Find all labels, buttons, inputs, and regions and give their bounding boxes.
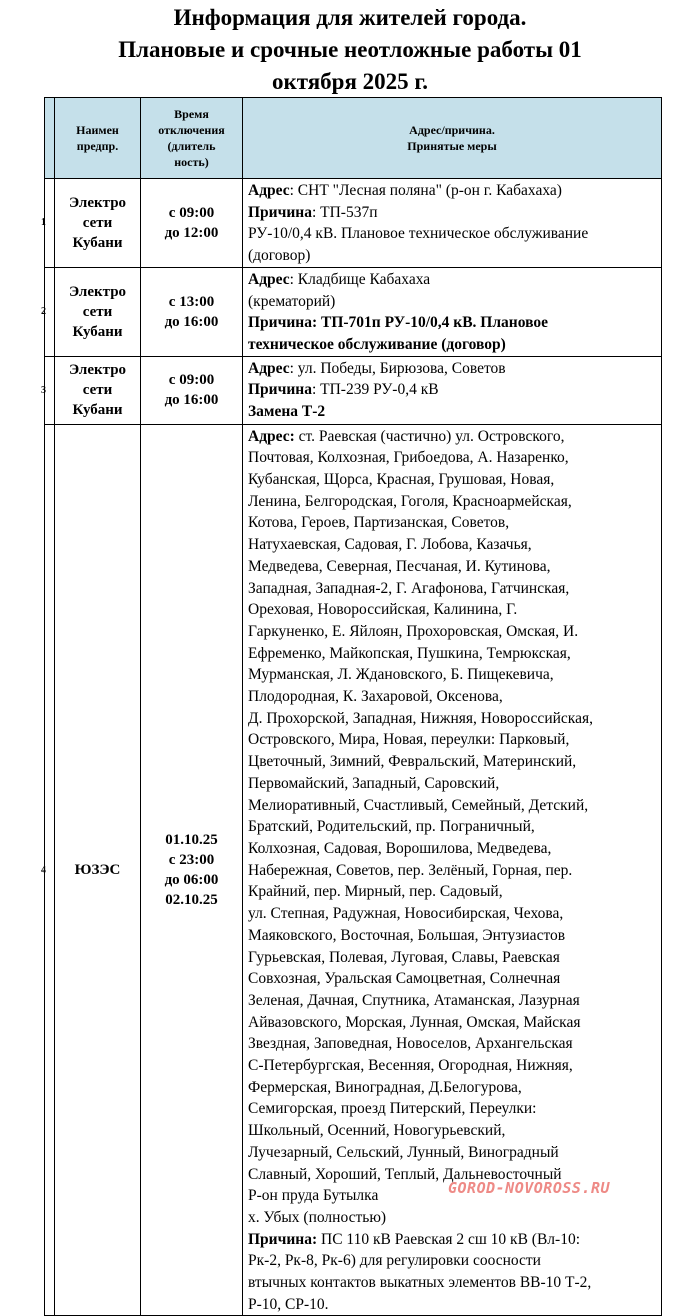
address-line: Натухаевская, Садовая, Г. Лобова, Казачья, xyxy=(248,536,532,554)
address-line: Школьный, Осенний, Новогурьевский, xyxy=(248,1122,506,1140)
address-cell xyxy=(243,267,662,356)
address-line: Р-он пруда Бутылка xyxy=(248,1187,379,1205)
row-number: 1 xyxy=(45,179,55,268)
watermark: GOROD-NOVOROSS.RU xyxy=(448,1179,611,1197)
address-label: Адрес xyxy=(248,270,290,288)
address-cell xyxy=(243,179,662,268)
address-line: Маяковского, Восточная, Большая, Энтузиастов xyxy=(248,926,566,944)
address-line: Набережная, Советов, пер. Зелёный, Горная, пер. xyxy=(248,861,573,879)
address-label: Адрес xyxy=(248,359,290,377)
address-line: Крайний, пер. Мирный, пер. Садовый, xyxy=(248,883,503,901)
address-line: Кубанская, Щорса, Красная, Грушовая, Новая, xyxy=(248,471,555,489)
address-line: Адрес: ст. Раевская (частично) ул. Островского, xyxy=(248,427,565,445)
address-line: Гаркуненко, Е. Яйлоян, Прохоровская, Омская, И. xyxy=(248,622,579,640)
address-line: Славный, Хороший, Теплый, Дальневосточный xyxy=(248,1165,562,1183)
address-line: Айвазовского, Морская, Лунная, Омская, Майская xyxy=(248,1013,581,1031)
cause-line: Причина: ТП-239 РУ-0,4 кВ xyxy=(248,381,439,399)
address-line: Западная, Западная-2, Г. Агафонова, Гатчинская, xyxy=(248,579,570,597)
address-line: Колхозная, Садовая, Ворошилова, Медведева, xyxy=(248,839,552,857)
address-line: Совхозная, Уральская Самоцветная, Солнечная xyxy=(248,970,561,988)
address-line: Семигорская, проезд Питерский, Переулки: xyxy=(248,1100,537,1118)
cause-line: Рк-2, Рк-8, Рк-6) для регулировки соосности xyxy=(248,1252,541,1270)
cause-line: Причина: ТП-537п xyxy=(248,203,378,221)
row-number: 4 xyxy=(45,424,55,1316)
enterprise-cell: ЮЗЭС xyxy=(55,424,141,1316)
enterprise-cell: Электро сети Кубани xyxy=(55,179,141,268)
table-row xyxy=(45,267,662,356)
address-line: Ефременко, Майкопская, Пушкина, Темрюкская, xyxy=(248,644,571,662)
cause-line: Р-10, СР-10. xyxy=(248,1295,329,1313)
time-cell: с 13:00 до 16:00 xyxy=(141,267,243,356)
table-header-row xyxy=(45,98,662,179)
cause-line xyxy=(248,312,661,334)
address-line: (крематорий) xyxy=(248,292,336,310)
title-line-3: октября 2025 г. xyxy=(271,69,429,94)
address-line: С-Петербургская, Весенняя, Огородная, Нижняя, xyxy=(248,1057,573,1075)
title-line-2: Плановые и срочные неотложные работы 01 xyxy=(118,37,582,62)
address-line: Ореховая, Новороссийская, Калинина, Г. xyxy=(248,601,518,619)
address-label: Адрес: xyxy=(248,427,295,445)
address-line: Ленина, Белгородская, Гоголя, Красноармейская, xyxy=(248,492,572,510)
time-cell: с 09:00 до 12:00 xyxy=(141,179,243,268)
address-line: Адрес: Кладбище Кабахаха xyxy=(248,270,431,288)
cause-label: Причина: xyxy=(248,1230,318,1248)
enterprise-cell: Электро сети Кубани xyxy=(55,267,141,356)
address-line: Плодородная, К. Захаровой, Оксенова, xyxy=(248,688,503,706)
address-line: Фермерская, Виноградная, Д.Белогурова, xyxy=(248,1078,522,1096)
header-address: Адрес/причина. Принятые меры xyxy=(243,98,662,179)
address-line: Гурьевская, Полевая, Луговая, Славы, Раевская xyxy=(248,948,560,966)
cause-line: техническое обслуживание (договор) xyxy=(248,335,506,353)
header-enterprise: Наимен предпр. xyxy=(55,98,141,179)
row-number: 3 xyxy=(45,356,55,424)
cause-label: Причина xyxy=(248,381,312,399)
table-row xyxy=(45,356,662,424)
address-line: Зеленая, Дачная, Спутника, Атаманская, Лазурная xyxy=(248,991,580,1009)
header-num xyxy=(45,98,55,179)
cause-line: (договор) xyxy=(248,247,311,265)
address-line: Почтовая, Колхозная, Грибоедова, А. Назаренко, xyxy=(248,449,569,467)
cause-line: РУ-10/0,4 кВ. Плановое техническое обслуживание xyxy=(248,225,589,243)
address-line: Братский, Родительский, пр. Пограничный, xyxy=(248,818,535,836)
address-line: ул. Степная, Радужная, Новосибирская, Чехова, xyxy=(248,905,564,923)
cause-label: Причина: ТП-701п РУ-10/0,4 кВ. Плановое xyxy=(248,314,548,332)
address-line: Адрес: СНТ "Лесная поляна" (р-он г. Кабахаха) xyxy=(248,182,562,199)
address-cell xyxy=(243,356,662,424)
address-line: Мелиоративный, Счастливый, Семейный, Детский, xyxy=(248,796,589,814)
title-line-1: Информация для жителей города. xyxy=(173,5,527,30)
address-line: х. Убых (полностью) xyxy=(248,1208,387,1226)
header-time: Время отключения (длитель ность) xyxy=(141,98,243,179)
address-line: Д. Прохорской, Западная, Нижняя, Новороссийская, xyxy=(248,709,593,727)
address-label: Адрес xyxy=(248,182,290,199)
row-number: 2 xyxy=(45,267,55,356)
enterprise-cell: Электро сети Кубани xyxy=(55,356,141,424)
cause-line: Причина: ПС 110 кВ Раевская 2 сш 10 кВ (Вл-10: xyxy=(248,1230,581,1248)
address-line: Первомайский, Западный, Саровский, xyxy=(248,774,500,792)
address-line: Адрес: ул. Победы, Бирюзова, Советов xyxy=(248,359,506,377)
time-cell: с 09:00 до 16:00 xyxy=(141,356,243,424)
page-title xyxy=(0,2,700,98)
measure-line: Замена Т-2 xyxy=(248,403,326,421)
address-line: Котова, Героев, Партизанская, Советов, xyxy=(248,514,510,532)
cause-label: Причина xyxy=(248,203,312,221)
time-cell: 01.10.25 с 23:00 до 06:00 02.10.25 xyxy=(141,424,243,1316)
address-line: Цветочный, Зимний, Февральский, Материнский, xyxy=(248,753,577,771)
address-line: Островского, Мира, Новая, переулки: Парковый, xyxy=(248,731,570,749)
cause-line: втычных контактов выкатных элементов ВВ-10 Т-2, xyxy=(248,1274,592,1292)
address-line: Мурманская, Л. Ждановского, Б. Пищекевича, xyxy=(248,666,554,684)
address-line: Лучезарный, Сельский, Лунный, Виноградный xyxy=(248,1143,559,1161)
outage-table xyxy=(41,97,662,1316)
address-line: Медведева, Северная, Песчаная, И. Кутинова, xyxy=(248,557,551,575)
address-line: Звездная, Заповедная, Новоселов, Архангельская xyxy=(248,1035,573,1053)
table-row xyxy=(45,179,662,268)
